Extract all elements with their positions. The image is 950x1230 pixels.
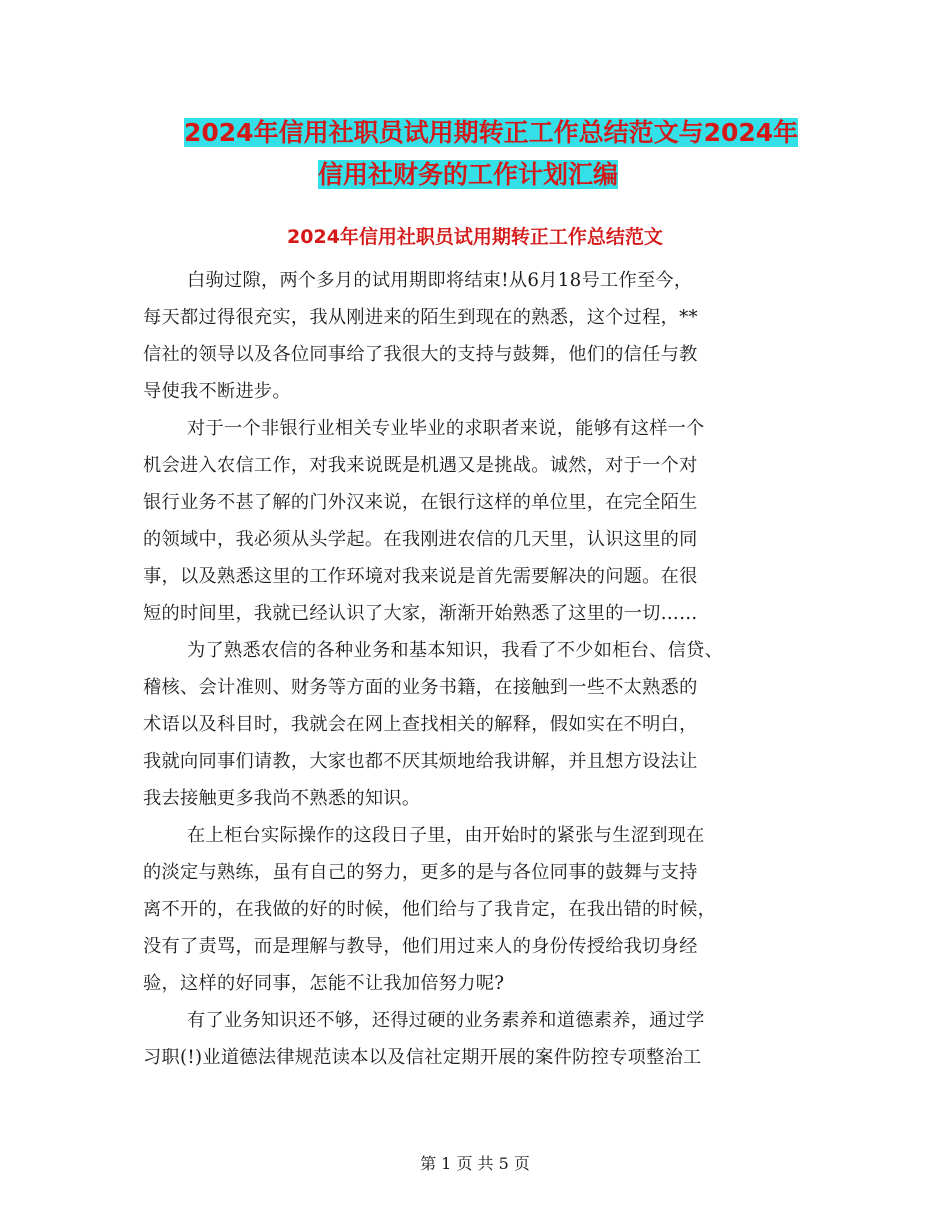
paragraph-line: 导使我不断进步。	[143, 381, 291, 402]
title-line-2: 信用社财务的工作计划汇编	[318, 160, 619, 189]
paragraph-line: 的淡定与熟练，虽有自己的努力，更多的是与各位同事的鼓舞与支持	[143, 862, 698, 883]
paragraph-line: 在上柜台实际操作的这段日子里，由开始时的紧张与生涩到现在	[187, 825, 705, 846]
paragraph-line: 白驹过隙，两个多月的试用期即将结束!从6月18号工作至今，	[187, 270, 693, 291]
paragraph-line: 没有了责骂，而是理解与教导，他们用过来人的身份传授给我切身经	[143, 936, 698, 957]
paragraph-line: 信社的领导以及各位同事给了我很大的支持与鼓舞，他们的信任与教	[143, 344, 698, 365]
paragraph-line: 稽核、会计准则、财务等方面的业务书籍，在接触到一些不太熟悉的	[143, 677, 698, 698]
paragraph-line: 每天都过得很充实，我从刚进来的陌生到现在的熟悉，这个过程，**	[143, 307, 698, 328]
paragraph-line: 的领域中，我必须从头学起。在我刚进农信的几天里，认识这里的同	[143, 529, 698, 550]
paragraph-line: 我去接触更多我尚不熟悉的知识。	[143, 788, 421, 809]
paragraph-line: 短的时间里，我就已经认识了大家，渐渐开始熟悉了这里的一切……	[143, 603, 698, 624]
paragraph-line: 银行业务不甚了解的门外汉来说，在银行这样的单位里，在完全陌生	[143, 492, 698, 513]
paragraph-line: 对于一个非银行业相关专业毕业的求职者来说，能够有这样一个	[187, 418, 705, 439]
paragraph-line: 术语以及科目时，我就会在网上查找相关的解释，假如实在不明白，	[143, 714, 698, 735]
paragraph-line: 我就向同事们请教，大家也都不厌其烦地给我讲解，并且想方设法让	[143, 751, 698, 772]
paragraph-line: 有了业务知识还不够，还得过硬的业务素养和道德素养，通过学	[187, 1010, 705, 1031]
page-footer: 第 1 页 共 5 页	[420, 1154, 530, 1173]
body-text	[143, 262, 811, 1076]
paragraph-line: 机会进入农信工作，对我来说既是机遇又是挑战。诚然，对于一个对	[143, 455, 698, 476]
paragraph-line: 离不开的，在我做的好的时候，他们给与了我肯定，在我出错的时候，	[143, 899, 717, 920]
section-title: 2024年信用社职员试用期转正工作总结范文	[287, 226, 663, 248]
paragraph-line: 事，以及熟悉这里的工作环境对我来说是首先需要解决的问题。在很	[143, 566, 698, 587]
document-title	[150, 112, 850, 196]
paragraph-line: 习职(!)业道德法律规范读本以及信社定期开展的案件防控专项整治工	[143, 1047, 702, 1068]
paragraph-line: 为了熟悉农信的各种业务和基本知识，我看了不少如柜台、信贷、	[187, 640, 724, 661]
paragraph-line: 验，这样的好同事，怎能不让我加倍努力呢?	[143, 973, 505, 994]
title-line-1: 2024年信用社职员试用期转正工作总结范文与2024年	[184, 118, 799, 147]
